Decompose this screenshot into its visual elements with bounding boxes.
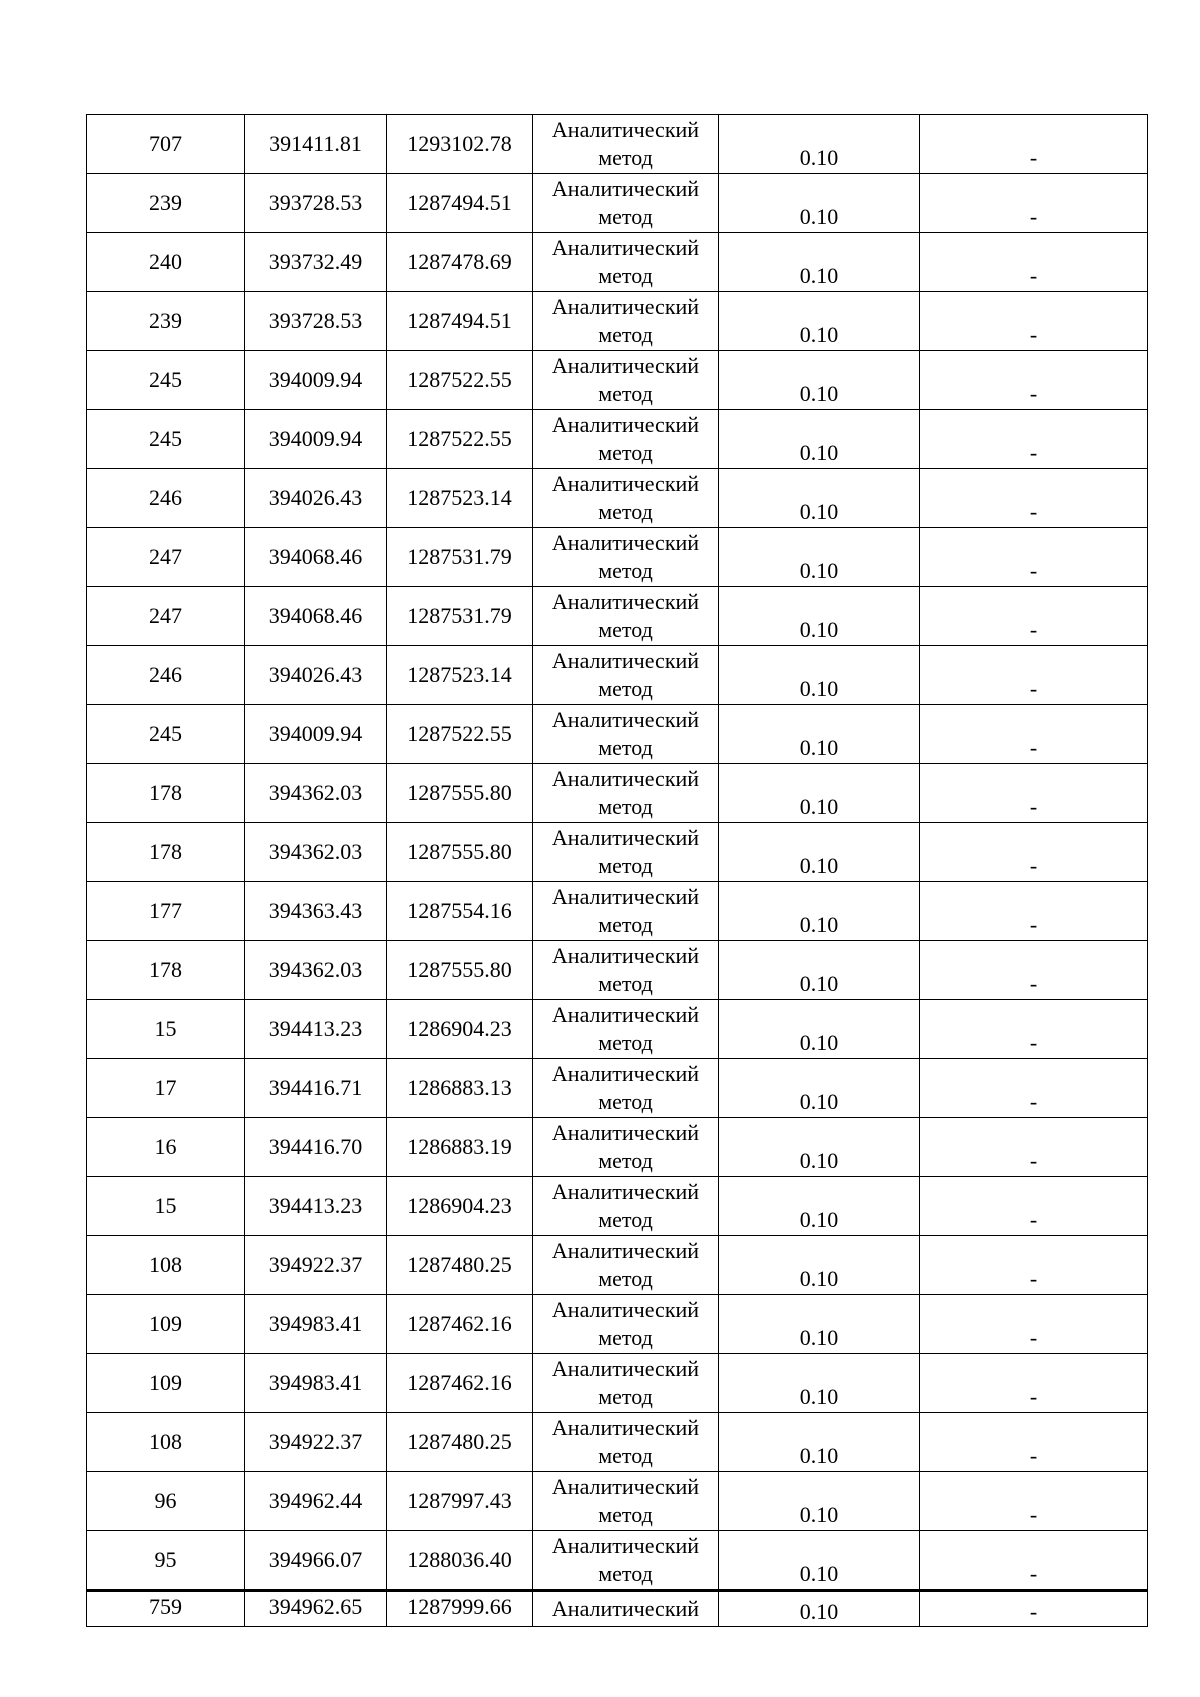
x-coordinate-cell: 394416.71 bbox=[245, 1059, 387, 1118]
note-cell: - bbox=[920, 1000, 1148, 1059]
method-cell bbox=[533, 1236, 719, 1295]
table-row bbox=[87, 882, 1148, 941]
accuracy-cell: 0.10 bbox=[719, 233, 920, 292]
note-cell: - bbox=[920, 1118, 1148, 1177]
accuracy-cell: 0.10 bbox=[719, 1236, 920, 1295]
method-line-1: Аналитический bbox=[551, 1533, 700, 1558]
accuracy-cell: 0.10 bbox=[719, 1000, 920, 1059]
point-number-cell: 240 bbox=[87, 233, 245, 292]
point-number-cell: 108 bbox=[87, 1236, 245, 1295]
accuracy-cell: 0.10 bbox=[719, 1059, 920, 1118]
accuracy-cell: 0.10 bbox=[719, 351, 920, 410]
table-row bbox=[87, 941, 1148, 1000]
method-line-2: метод bbox=[598, 263, 653, 288]
method-cell: Аналитический bbox=[533, 1591, 719, 1627]
method-line-1: Аналитический bbox=[551, 235, 700, 260]
method-line-1: Аналитический bbox=[551, 943, 700, 968]
method-cell bbox=[533, 1000, 719, 1059]
accuracy-cell: 0.10 bbox=[719, 115, 920, 174]
method-cell bbox=[533, 174, 719, 233]
point-number-cell: 245 bbox=[87, 410, 245, 469]
table-row bbox=[87, 1413, 1148, 1472]
accuracy-cell: 0.10 bbox=[719, 410, 920, 469]
table-row bbox=[87, 1472, 1148, 1531]
note-cell: - bbox=[920, 528, 1148, 587]
table-row bbox=[87, 292, 1148, 351]
method-line-2: метод bbox=[598, 971, 653, 996]
table-row bbox=[87, 528, 1148, 587]
method-line-1: Аналитический bbox=[551, 1002, 700, 1027]
x-coordinate-cell: 394962.65 bbox=[245, 1591, 387, 1627]
y-coordinate-cell: 1287531.79 bbox=[387, 528, 533, 587]
point-number-cell: 178 bbox=[87, 764, 245, 823]
accuracy-cell: 0.10 bbox=[719, 528, 920, 587]
method-line-2: метод bbox=[598, 617, 653, 642]
x-coordinate-cell: 394966.07 bbox=[245, 1531, 387, 1591]
y-coordinate-cell: 1287480.25 bbox=[387, 1236, 533, 1295]
accuracy-cell: 0.10 bbox=[719, 646, 920, 705]
table-row bbox=[87, 646, 1148, 705]
coordinates-table-body bbox=[87, 115, 1148, 1627]
method-cell bbox=[533, 646, 719, 705]
table-row bbox=[87, 351, 1148, 410]
note-cell: - bbox=[920, 1236, 1148, 1295]
point-number-cell: 177 bbox=[87, 882, 245, 941]
method-line-1: Аналитический bbox=[551, 1415, 700, 1440]
accuracy-cell: 0.10 bbox=[719, 1413, 920, 1472]
method-cell bbox=[533, 764, 719, 823]
table-row bbox=[87, 823, 1148, 882]
method-line-1: Аналитический bbox=[551, 825, 700, 850]
note-cell: - bbox=[920, 1354, 1148, 1413]
method-line-1: Аналитический bbox=[551, 766, 700, 791]
x-coordinate-cell: 394983.41 bbox=[245, 1354, 387, 1413]
point-number-cell: 239 bbox=[87, 292, 245, 351]
method-cell bbox=[533, 1059, 719, 1118]
point-number-cell: 17 bbox=[87, 1059, 245, 1118]
x-coordinate-cell: 394416.70 bbox=[245, 1118, 387, 1177]
table-row bbox=[87, 1295, 1148, 1354]
point-number-cell: 178 bbox=[87, 823, 245, 882]
method-line-2: метод bbox=[598, 794, 653, 819]
table-row bbox=[87, 1118, 1148, 1177]
method-cell bbox=[533, 115, 719, 174]
method-line-1: Аналитический bbox=[551, 294, 700, 319]
method-cell bbox=[533, 1413, 719, 1472]
method-cell bbox=[533, 587, 719, 646]
method-cell bbox=[533, 1531, 719, 1591]
y-coordinate-cell: 1286904.23 bbox=[387, 1177, 533, 1236]
x-coordinate-cell: 394363.43 bbox=[245, 882, 387, 941]
point-number-cell: 247 bbox=[87, 528, 245, 587]
point-number-cell: 759 bbox=[87, 1591, 245, 1627]
method-line-1: Аналитический bbox=[551, 648, 700, 673]
y-coordinate-cell: 1287462.16 bbox=[387, 1295, 533, 1354]
note-cell: - bbox=[920, 1295, 1148, 1354]
point-number-cell: 247 bbox=[87, 587, 245, 646]
note-cell: - bbox=[920, 1531, 1148, 1591]
method-line-2: метод bbox=[598, 912, 653, 937]
method-line-1: Аналитический bbox=[551, 353, 700, 378]
note-cell: - bbox=[920, 587, 1148, 646]
accuracy-cell: 0.10 bbox=[719, 1118, 920, 1177]
y-coordinate-cell: 1287480.25 bbox=[387, 1413, 533, 1472]
method-line-1: Аналитический bbox=[551, 1356, 700, 1381]
point-number-cell: 245 bbox=[87, 351, 245, 410]
method-line-1: Аналитический bbox=[551, 176, 700, 201]
method-cell bbox=[533, 1354, 719, 1413]
point-number-cell: 246 bbox=[87, 646, 245, 705]
method-line-2: метод bbox=[598, 1561, 653, 1586]
x-coordinate-cell: 394026.43 bbox=[245, 646, 387, 705]
method-line-1: Аналитический bbox=[551, 1120, 700, 1145]
y-coordinate-cell: 1287462.16 bbox=[387, 1354, 533, 1413]
x-coordinate-cell: 394983.41 bbox=[245, 1295, 387, 1354]
method-cell bbox=[533, 469, 719, 528]
accuracy-cell: 0.10 bbox=[719, 823, 920, 882]
method-line-2: метод bbox=[598, 735, 653, 760]
point-number-cell: 707 bbox=[87, 115, 245, 174]
note-cell: - bbox=[920, 1591, 1148, 1627]
table-row bbox=[87, 174, 1148, 233]
table-row bbox=[87, 1531, 1148, 1591]
method-cell bbox=[533, 1118, 719, 1177]
y-coordinate-cell: 1286904.23 bbox=[387, 1000, 533, 1059]
table-row bbox=[87, 705, 1148, 764]
method-line-1: Аналитический bbox=[551, 530, 700, 555]
method-line-2: метод bbox=[598, 381, 653, 406]
accuracy-cell: 0.10 bbox=[719, 941, 920, 1000]
table-row bbox=[87, 1000, 1148, 1059]
y-coordinate-cell: 1287997.43 bbox=[387, 1472, 533, 1531]
y-coordinate-cell: 1287522.55 bbox=[387, 705, 533, 764]
point-number-cell: 178 bbox=[87, 941, 245, 1000]
coordinates-table bbox=[86, 114, 1148, 1627]
method-line-2: метод bbox=[598, 204, 653, 229]
method-line-1: Аналитический bbox=[551, 1179, 700, 1204]
y-coordinate-cell: 1287554.16 bbox=[387, 882, 533, 941]
point-number-cell: 108 bbox=[87, 1413, 245, 1472]
accuracy-cell: 0.10 bbox=[719, 292, 920, 351]
accuracy-cell: 0.10 bbox=[719, 1591, 920, 1627]
table-row bbox=[87, 587, 1148, 646]
note-cell: - bbox=[920, 764, 1148, 823]
method-line-2: метод bbox=[598, 1207, 653, 1232]
y-coordinate-cell: 1287494.51 bbox=[387, 174, 533, 233]
table-row bbox=[87, 1177, 1148, 1236]
point-number-cell: 109 bbox=[87, 1354, 245, 1413]
x-coordinate-cell: 393728.53 bbox=[245, 174, 387, 233]
x-coordinate-cell: 394922.37 bbox=[245, 1236, 387, 1295]
table-row bbox=[87, 1354, 1148, 1413]
y-coordinate-cell: 1287523.14 bbox=[387, 646, 533, 705]
table-row bbox=[87, 1059, 1148, 1118]
method-line-2: метод bbox=[598, 676, 653, 701]
x-coordinate-cell: 393732.49 bbox=[245, 233, 387, 292]
y-coordinate-cell: 1286883.13 bbox=[387, 1059, 533, 1118]
accuracy-cell: 0.10 bbox=[719, 1472, 920, 1531]
y-coordinate-cell: 1287555.80 bbox=[387, 823, 533, 882]
note-cell: - bbox=[920, 1413, 1148, 1472]
point-number-cell: 95 bbox=[87, 1531, 245, 1591]
x-coordinate-cell: 391411.81 bbox=[245, 115, 387, 174]
x-coordinate-cell: 394922.37 bbox=[245, 1413, 387, 1472]
y-coordinate-cell: 1287478.69 bbox=[387, 233, 533, 292]
x-coordinate-cell: 394362.03 bbox=[245, 764, 387, 823]
table-row bbox=[87, 469, 1148, 528]
method-line-1: Аналитический bbox=[551, 471, 700, 496]
method-line-2: метод bbox=[598, 1030, 653, 1055]
accuracy-cell: 0.10 bbox=[719, 764, 920, 823]
method-line-1: Аналитический bbox=[551, 1474, 700, 1499]
x-coordinate-cell: 394068.46 bbox=[245, 587, 387, 646]
note-cell: - bbox=[920, 351, 1148, 410]
method-cell bbox=[533, 292, 719, 351]
y-coordinate-cell: 1288036.40 bbox=[387, 1531, 533, 1591]
method-line-2: метод bbox=[598, 1443, 653, 1468]
note-cell: - bbox=[920, 1177, 1148, 1236]
method-cell bbox=[533, 351, 719, 410]
accuracy-cell: 0.10 bbox=[719, 705, 920, 764]
method-line-1: Аналитический bbox=[551, 117, 700, 142]
note-cell: - bbox=[920, 233, 1148, 292]
method-line-1: Аналитический bbox=[551, 412, 700, 437]
method-cell bbox=[533, 1295, 719, 1354]
method-cell bbox=[533, 941, 719, 1000]
note-cell: - bbox=[920, 1472, 1148, 1531]
point-number-cell: 16 bbox=[87, 1118, 245, 1177]
note-cell: - bbox=[920, 410, 1148, 469]
x-coordinate-cell: 394009.94 bbox=[245, 705, 387, 764]
point-number-cell: 96 bbox=[87, 1472, 245, 1531]
y-coordinate-cell: 1287555.80 bbox=[387, 764, 533, 823]
method-line-1: Аналитический bbox=[551, 1238, 700, 1263]
method-line-2: метод bbox=[598, 440, 653, 465]
note-cell: - bbox=[920, 174, 1148, 233]
table-row bbox=[87, 115, 1148, 174]
note-cell: - bbox=[920, 1059, 1148, 1118]
note-cell: - bbox=[920, 646, 1148, 705]
x-coordinate-cell: 394009.94 bbox=[245, 410, 387, 469]
method-line-1: Аналитический bbox=[551, 707, 700, 732]
x-coordinate-cell: 393728.53 bbox=[245, 292, 387, 351]
accuracy-cell: 0.10 bbox=[719, 1531, 920, 1591]
x-coordinate-cell: 394413.23 bbox=[245, 1000, 387, 1059]
method-cell bbox=[533, 1177, 719, 1236]
point-number-cell: 245 bbox=[87, 705, 245, 764]
y-coordinate-cell: 1287522.55 bbox=[387, 410, 533, 469]
document-page bbox=[86, 114, 1147, 1624]
y-coordinate-cell: 1287494.51 bbox=[387, 292, 533, 351]
y-coordinate-cell: 1287999.66 bbox=[387, 1591, 533, 1627]
method-line-2: метод bbox=[598, 499, 653, 524]
accuracy-cell: 0.10 bbox=[719, 587, 920, 646]
accuracy-cell: 0.10 bbox=[719, 174, 920, 233]
table-row-last bbox=[87, 1591, 1148, 1627]
table-row bbox=[87, 410, 1148, 469]
table-row bbox=[87, 764, 1148, 823]
method-line-2: метод bbox=[598, 1148, 653, 1173]
point-number-cell: 15 bbox=[87, 1000, 245, 1059]
x-coordinate-cell: 394362.03 bbox=[245, 823, 387, 882]
method-line-2: метод bbox=[598, 853, 653, 878]
x-coordinate-cell: 394068.46 bbox=[245, 528, 387, 587]
table-row bbox=[87, 233, 1148, 292]
method-cell bbox=[533, 528, 719, 587]
method-line-2: метод bbox=[598, 322, 653, 347]
method-line-2: метод bbox=[598, 1266, 653, 1291]
note-cell: - bbox=[920, 115, 1148, 174]
y-coordinate-cell: 1286883.19 bbox=[387, 1118, 533, 1177]
point-number-cell: 15 bbox=[87, 1177, 245, 1236]
point-number-cell: 109 bbox=[87, 1295, 245, 1354]
note-cell: - bbox=[920, 823, 1148, 882]
y-coordinate-cell: 1287531.79 bbox=[387, 587, 533, 646]
method-line-2: метод bbox=[598, 558, 653, 583]
y-coordinate-cell: 1287523.14 bbox=[387, 469, 533, 528]
note-cell: - bbox=[920, 941, 1148, 1000]
table-row bbox=[87, 1236, 1148, 1295]
x-coordinate-cell: 394009.94 bbox=[245, 351, 387, 410]
method-line-2: метод bbox=[598, 1089, 653, 1114]
y-coordinate-cell: 1287522.55 bbox=[387, 351, 533, 410]
point-number-cell: 246 bbox=[87, 469, 245, 528]
method-line-2: метод bbox=[598, 1384, 653, 1409]
accuracy-cell: 0.10 bbox=[719, 1295, 920, 1354]
x-coordinate-cell: 394026.43 bbox=[245, 469, 387, 528]
accuracy-cell: 0.10 bbox=[719, 469, 920, 528]
note-cell: - bbox=[920, 705, 1148, 764]
method-line-2: метод bbox=[598, 145, 653, 170]
method-line-2: метод bbox=[598, 1325, 653, 1350]
accuracy-cell: 0.10 bbox=[719, 882, 920, 941]
method-line-1: Аналитический bbox=[551, 589, 700, 614]
method-cell bbox=[533, 233, 719, 292]
note-cell: - bbox=[920, 292, 1148, 351]
method-cell bbox=[533, 410, 719, 469]
note-cell: - bbox=[920, 882, 1148, 941]
method-cell bbox=[533, 882, 719, 941]
method-line-2: метод bbox=[598, 1502, 653, 1527]
accuracy-cell: 0.10 bbox=[719, 1177, 920, 1236]
x-coordinate-cell: 394413.23 bbox=[245, 1177, 387, 1236]
note-cell: - bbox=[920, 469, 1148, 528]
method-line-1: Аналитический bbox=[551, 1297, 700, 1322]
method-cell bbox=[533, 823, 719, 882]
x-coordinate-cell: 394962.44 bbox=[245, 1472, 387, 1531]
point-number-cell: 239 bbox=[87, 174, 245, 233]
y-coordinate-cell: 1293102.78 bbox=[387, 115, 533, 174]
method-line-1: Аналитический bbox=[551, 884, 700, 909]
y-coordinate-cell: 1287555.80 bbox=[387, 941, 533, 1000]
method-cell bbox=[533, 1472, 719, 1531]
method-cell bbox=[533, 705, 719, 764]
accuracy-cell: 0.10 bbox=[719, 1354, 920, 1413]
method-line-1: Аналитический bbox=[551, 1061, 700, 1086]
x-coordinate-cell: 394362.03 bbox=[245, 941, 387, 1000]
